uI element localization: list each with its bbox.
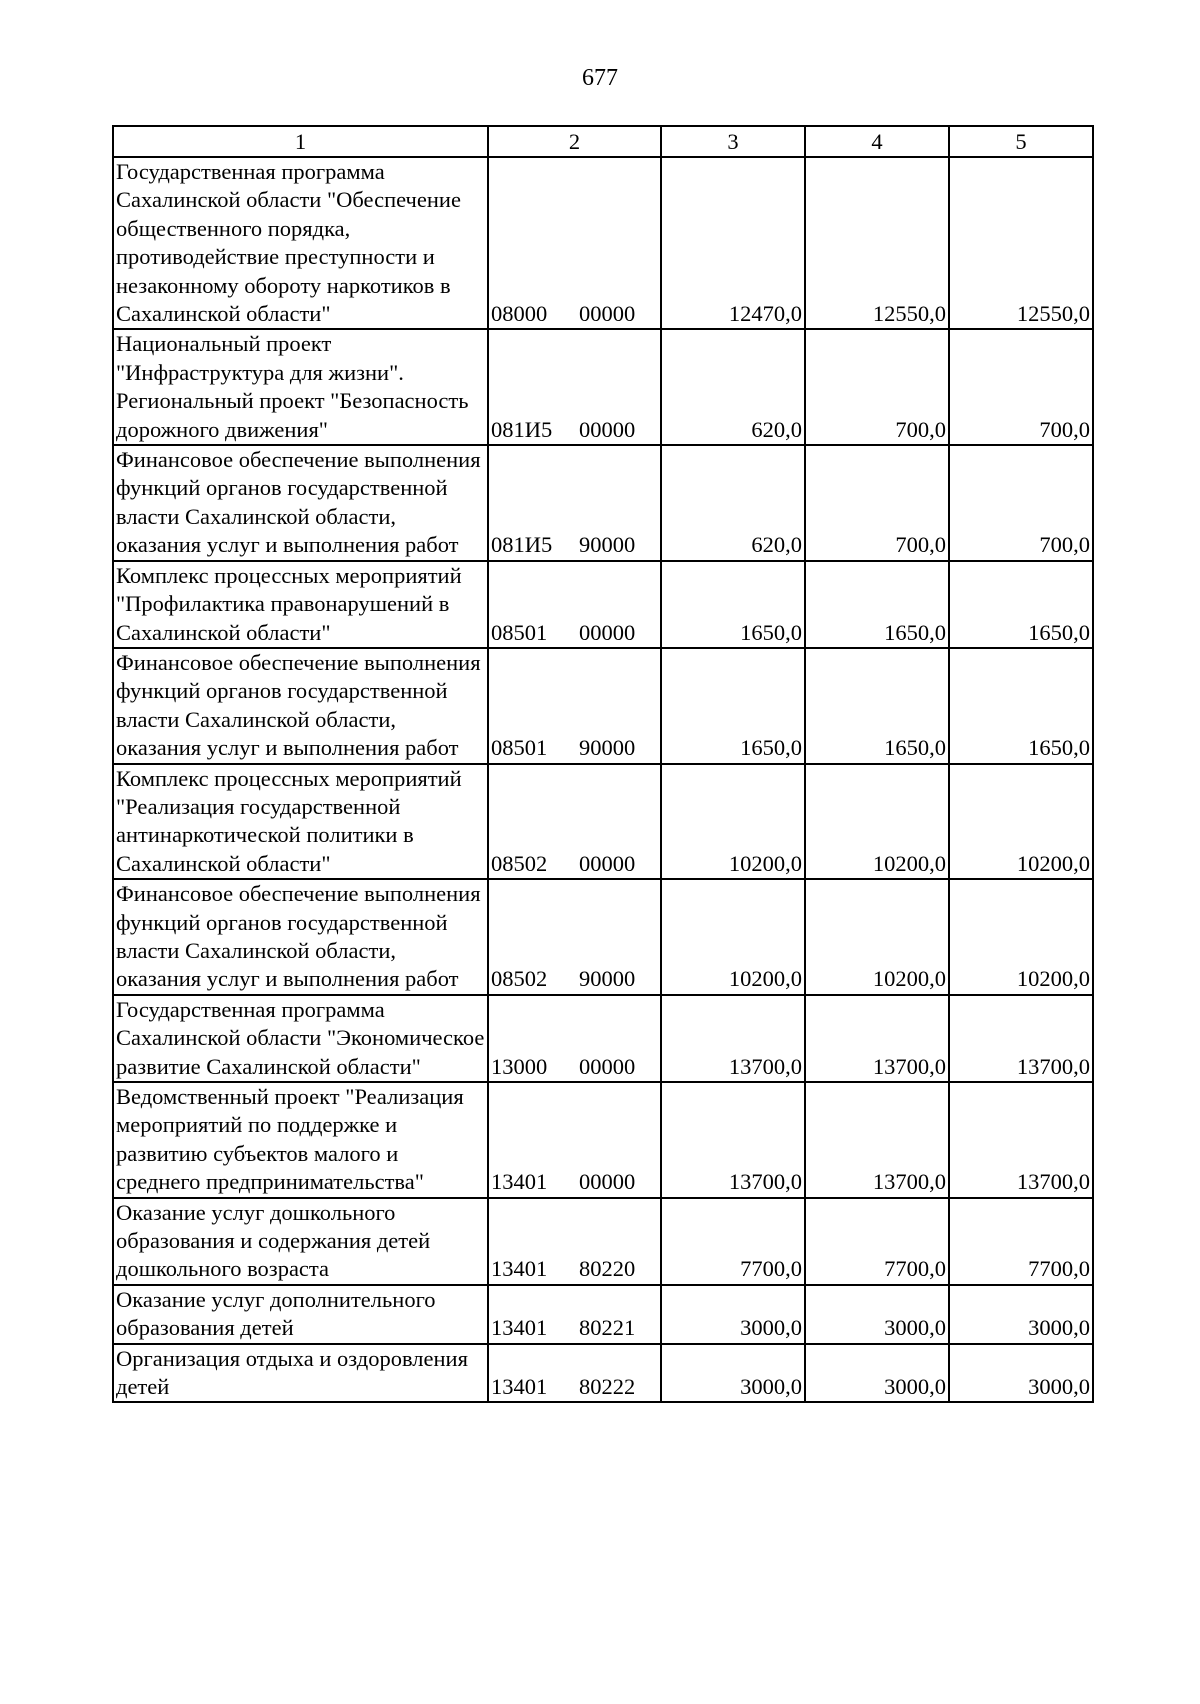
row-code bbox=[488, 1082, 661, 1198]
table-row bbox=[113, 445, 1093, 561]
table-row bbox=[113, 648, 1093, 764]
code-program: 08501 bbox=[491, 735, 548, 761]
code-program: 13401 bbox=[491, 1169, 548, 1195]
row-value-col4: 12550,0 bbox=[805, 157, 949, 329]
budget-table bbox=[112, 125, 1094, 1403]
row-value-col5: 1650,0 bbox=[949, 561, 1093, 648]
row-code bbox=[488, 561, 661, 648]
row-value-col4: 7700,0 bbox=[805, 1198, 949, 1285]
table-row bbox=[113, 1198, 1093, 1285]
row-value-col4: 700,0 bbox=[805, 445, 949, 561]
column-header-4: 4 bbox=[805, 126, 949, 157]
row-value-col5: 10200,0 bbox=[949, 879, 1093, 995]
row-name: Комплекс процессных мероприятий "Профилактика правонарушений в Сахалинской области" bbox=[113, 561, 488, 648]
code-program: 13401 bbox=[491, 1374, 548, 1400]
code-direction: 90000 bbox=[579, 532, 636, 558]
row-value-col4: 10200,0 bbox=[805, 879, 949, 995]
code-program: 08502 bbox=[491, 966, 548, 992]
row-name: Ведомственный проект "Реализация мероприятий по поддержке и развитию субъектов малого и среднего предпринимательства" bbox=[113, 1082, 488, 1198]
row-code bbox=[488, 1198, 661, 1285]
code-direction: 00000 bbox=[579, 1053, 636, 1079]
code-direction: 90000 bbox=[579, 735, 636, 761]
column-header-3: 3 bbox=[661, 126, 805, 157]
row-value-col4: 700,0 bbox=[805, 329, 949, 445]
row-name: Государственная программа Сахалинской области "Обеспечение общественного порядка, противодействие преступности и незаконному обороту наркотиков в Сахалинской области" bbox=[113, 157, 488, 329]
row-value-col3: 1650,0 bbox=[661, 561, 805, 648]
table-row bbox=[113, 1344, 1093, 1403]
row-code bbox=[488, 1344, 661, 1403]
row-value-col5: 13700,0 bbox=[949, 995, 1093, 1082]
row-code bbox=[488, 764, 661, 880]
table-body bbox=[113, 157, 1093, 1402]
page-number: 677 bbox=[582, 65, 618, 91]
code-program: 13401 bbox=[491, 1256, 548, 1282]
table-row bbox=[113, 561, 1093, 648]
row-value-col4: 13700,0 bbox=[805, 995, 949, 1082]
row-name: Организация отдыха и оздоровления детей bbox=[113, 1344, 488, 1403]
table-row bbox=[113, 764, 1093, 880]
row-value-col5: 10200,0 bbox=[949, 764, 1093, 880]
row-value-col3: 1650,0 bbox=[661, 648, 805, 764]
code-program: 13401 bbox=[491, 1315, 548, 1341]
row-value-col5: 7700,0 bbox=[949, 1198, 1093, 1285]
row-code bbox=[488, 157, 661, 329]
row-value-col4: 13700,0 bbox=[805, 1082, 949, 1198]
row-value-col3: 3000,0 bbox=[661, 1344, 805, 1403]
header-row bbox=[113, 126, 1093, 157]
row-value-col4: 3000,0 bbox=[805, 1285, 949, 1344]
code-program: 08000 bbox=[491, 301, 548, 327]
row-name: Национальный проект "Инфраструктура для жизни". Региональный проект "Безопасность дорожного движения" bbox=[113, 329, 488, 445]
row-value-col3: 7700,0 bbox=[661, 1198, 805, 1285]
row-value-col3: 12470,0 bbox=[661, 157, 805, 329]
row-value-col5: 3000,0 bbox=[949, 1285, 1093, 1344]
code-direction: 00000 bbox=[579, 416, 636, 442]
row-value-col4: 1650,0 bbox=[805, 561, 949, 648]
row-name: Оказание услуг дополнительного образования детей bbox=[113, 1285, 488, 1344]
row-value-col5: 12550,0 bbox=[949, 157, 1093, 329]
row-value-col5: 1650,0 bbox=[949, 648, 1093, 764]
row-value-col3: 10200,0 bbox=[661, 879, 805, 995]
code-direction: 00000 bbox=[579, 1169, 636, 1195]
table-row bbox=[113, 329, 1093, 445]
row-value-col3: 10200,0 bbox=[661, 764, 805, 880]
code-direction: 90000 bbox=[579, 966, 636, 992]
code-program: 13000 bbox=[491, 1053, 548, 1079]
row-value-col3: 620,0 bbox=[661, 329, 805, 445]
row-name: Комплекс процессных мероприятий "Реализация государственной антинаркотической политики в Сахалинской области" bbox=[113, 764, 488, 880]
column-header-1: 1 bbox=[113, 126, 488, 157]
row-value-col4: 1650,0 bbox=[805, 648, 949, 764]
row-value-col3: 620,0 bbox=[661, 445, 805, 561]
column-header-2: 2 bbox=[488, 126, 661, 157]
row-value-col3: 3000,0 bbox=[661, 1285, 805, 1344]
table-row bbox=[113, 995, 1093, 1082]
code-direction: 00000 bbox=[579, 301, 636, 327]
code-direction: 80220 bbox=[579, 1256, 636, 1282]
row-value-col5: 3000,0 bbox=[949, 1344, 1093, 1403]
row-code bbox=[488, 879, 661, 995]
code-program: 08501 bbox=[491, 619, 548, 645]
row-value-col3: 13700,0 bbox=[661, 1082, 805, 1198]
row-value-col5: 700,0 bbox=[949, 329, 1093, 445]
row-name: Государственная программа Сахалинской области "Экономическое развитие Сахалинской области" bbox=[113, 995, 488, 1082]
row-value-col3: 13700,0 bbox=[661, 995, 805, 1082]
code-direction: 00000 bbox=[579, 850, 636, 876]
row-value-col4: 10200,0 bbox=[805, 764, 949, 880]
row-value-col5: 700,0 bbox=[949, 445, 1093, 561]
code-direction: 00000 bbox=[579, 619, 636, 645]
row-code bbox=[488, 995, 661, 1082]
row-value-col4: 3000,0 bbox=[805, 1344, 949, 1403]
row-code bbox=[488, 1285, 661, 1344]
table-row bbox=[113, 157, 1093, 329]
row-code bbox=[488, 445, 661, 561]
code-program: 081И5 bbox=[491, 416, 553, 442]
row-code bbox=[488, 648, 661, 764]
code-program: 08502 bbox=[491, 850, 548, 876]
row-name: Оказание услуг дошкольного образования и содержания детей дошкольного возраста bbox=[113, 1198, 488, 1285]
row-value-col5: 13700,0 bbox=[949, 1082, 1093, 1198]
code-program: 081И5 bbox=[491, 532, 553, 558]
table-row bbox=[113, 1082, 1093, 1198]
row-name: Финансовое обеспечение выполнения функций органов государственной власти Сахалинской области, оказания услуг и выполнения работ bbox=[113, 648, 488, 764]
row-name: Финансовое обеспечение выполнения функций органов государственной власти Сахалинской области, оказания услуг и выполнения работ bbox=[113, 445, 488, 561]
code-direction: 80222 bbox=[579, 1374, 636, 1400]
table-row bbox=[113, 879, 1093, 995]
table-row bbox=[113, 1285, 1093, 1344]
column-header-5: 5 bbox=[949, 126, 1093, 157]
row-code bbox=[488, 329, 661, 445]
code-direction: 80221 bbox=[579, 1315, 636, 1341]
row-name: Финансовое обеспечение выполнения функций органов государственной власти Сахалинской области, оказания услуг и выполнения работ bbox=[113, 879, 488, 995]
